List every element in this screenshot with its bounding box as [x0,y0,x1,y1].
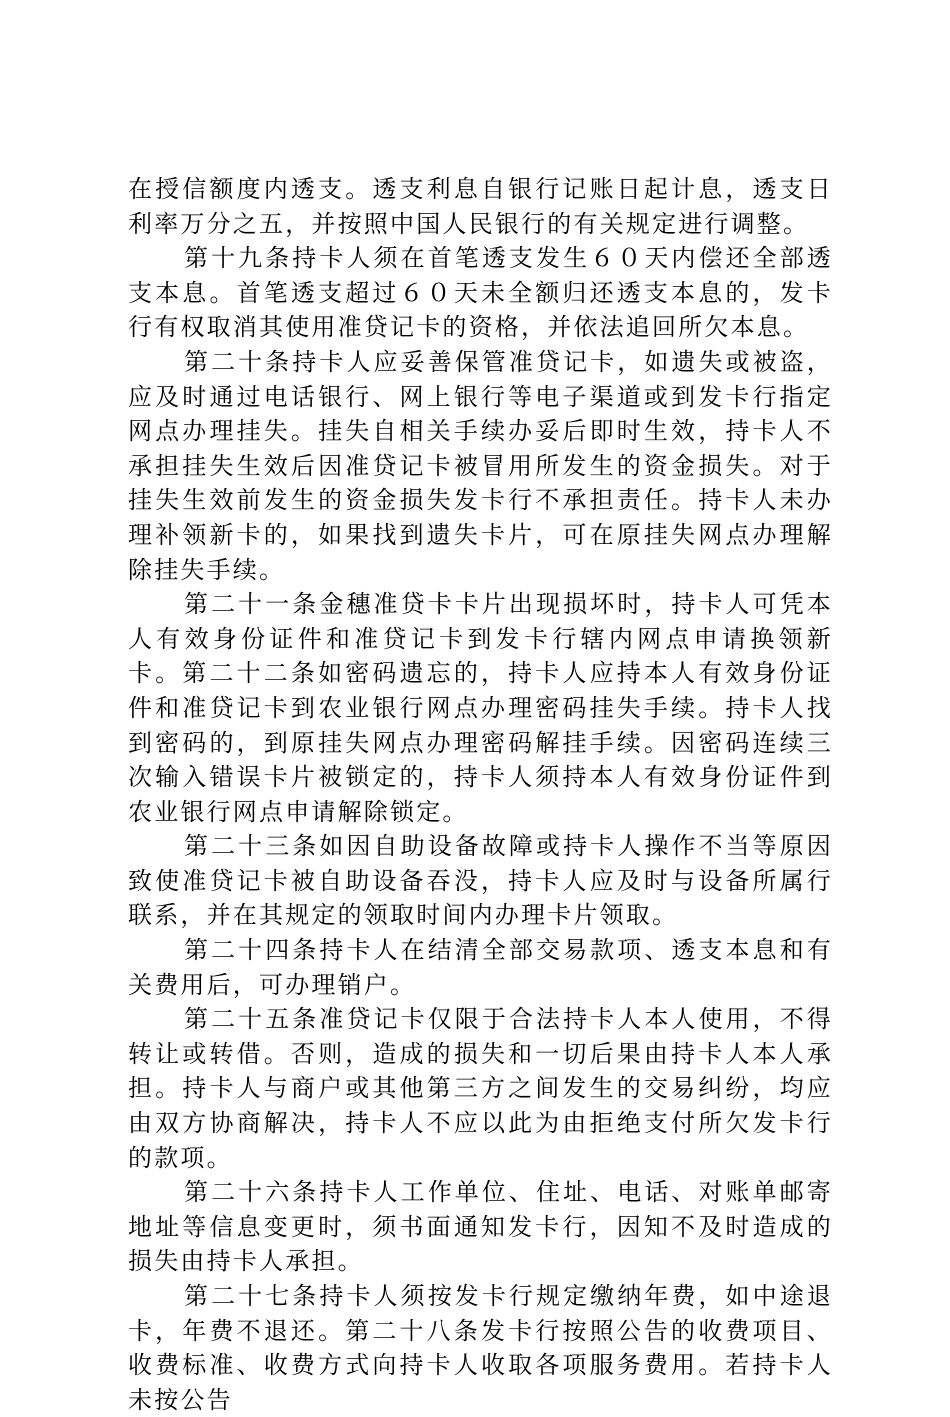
paragraph-article-23: 第二十三条如因自助设备故障或持卡人操作不当等原因致使准贷记卡被自助设备吞没，持卡人应及时与设备所属行联系，并在其规定的领取时间内办理卡片领取。 [128,832,833,930]
paragraph-article-19: 第十九条持卡人须在首笔透支发生６０天内偿还全部透支本息。首笔透支超过６０天未全额归还透支本息的，发卡行有权取消其使用准贷记卡的资格，并依法追回所欠本息。 [128,244,833,342]
document-body [128,172,833,1417]
paragraph-article-21-22: 第二十一条金穗准贷卡卡片出现损坏时，持卡人可凭本人有效身份证件和准贷记卡到发卡行辖内网点申请换领新卡。第二十二条如密码遗忘的，持卡人应持本人有效身份证件和准贷记卡到农业银行网点办理密码挂失手续。持卡人找到密码的，到原挂失网点办理密码解挂手续。因密码连续三次输入错误卡片被锁定的，持卡人须持本人有效身份证件到农业银行网点申请解除锁定。 [128,590,833,826]
paragraph-article-20: 第二十条持卡人应妥善保管准贷记卡，如遗失或被盗，应及时通过电话银行、网上银行等电子渠道或到发卡行指定网点办理挂失。挂失自相关手续办妥后即时生效，持卡人不承担挂失生效后因准贷记卡被冒用所发生的资金损失。对于挂失生效前发生的资金损失发卡行不承担责任。持卡人未办理补领新卡的，如果找到遗失卡片，可在原挂失网点办理解除挂失手续。 [128,347,833,584]
paragraph-article-26: 第二十六条持卡人工作单位、住址、电话、对账单邮寄地址等信息变更时，须书面通知发卡行，因知不及时造成的损失由持卡人承担。 [128,1178,833,1276]
paragraph-article-27-28: 第二十七条持卡人须按发卡行规定缴纳年费，如中途退卡，年费不退还。第二十八条发卡行按照公告的收费项目、收费标准、收费方式向持卡人收取各项服务费用。若持卡人未按公告 [128,1282,833,1414]
paragraph-continuation: 在授信额度内透支。透支利息自银行记账日起计息，透支日利率万分之五，并按照中国人民银行的有关规定进行调整。 [128,175,833,238]
paragraph-article-24: 第二十四条持卡人在结清全部交易款项、透支本息和有关费用后，可办理销户。 [128,936,833,999]
paragraph-article-25: 第二十五条准贷记卡仅限于合法持卡人本人使用，不得转让或转借。否则，造成的损失和一切后果由持卡人本人承担。持卡人与商户或其他第三方之间发生的交易纠纷，均应由双方协商解决，持卡人不应以此为由拒绝支付所欠发卡行的款项。 [128,1005,833,1172]
